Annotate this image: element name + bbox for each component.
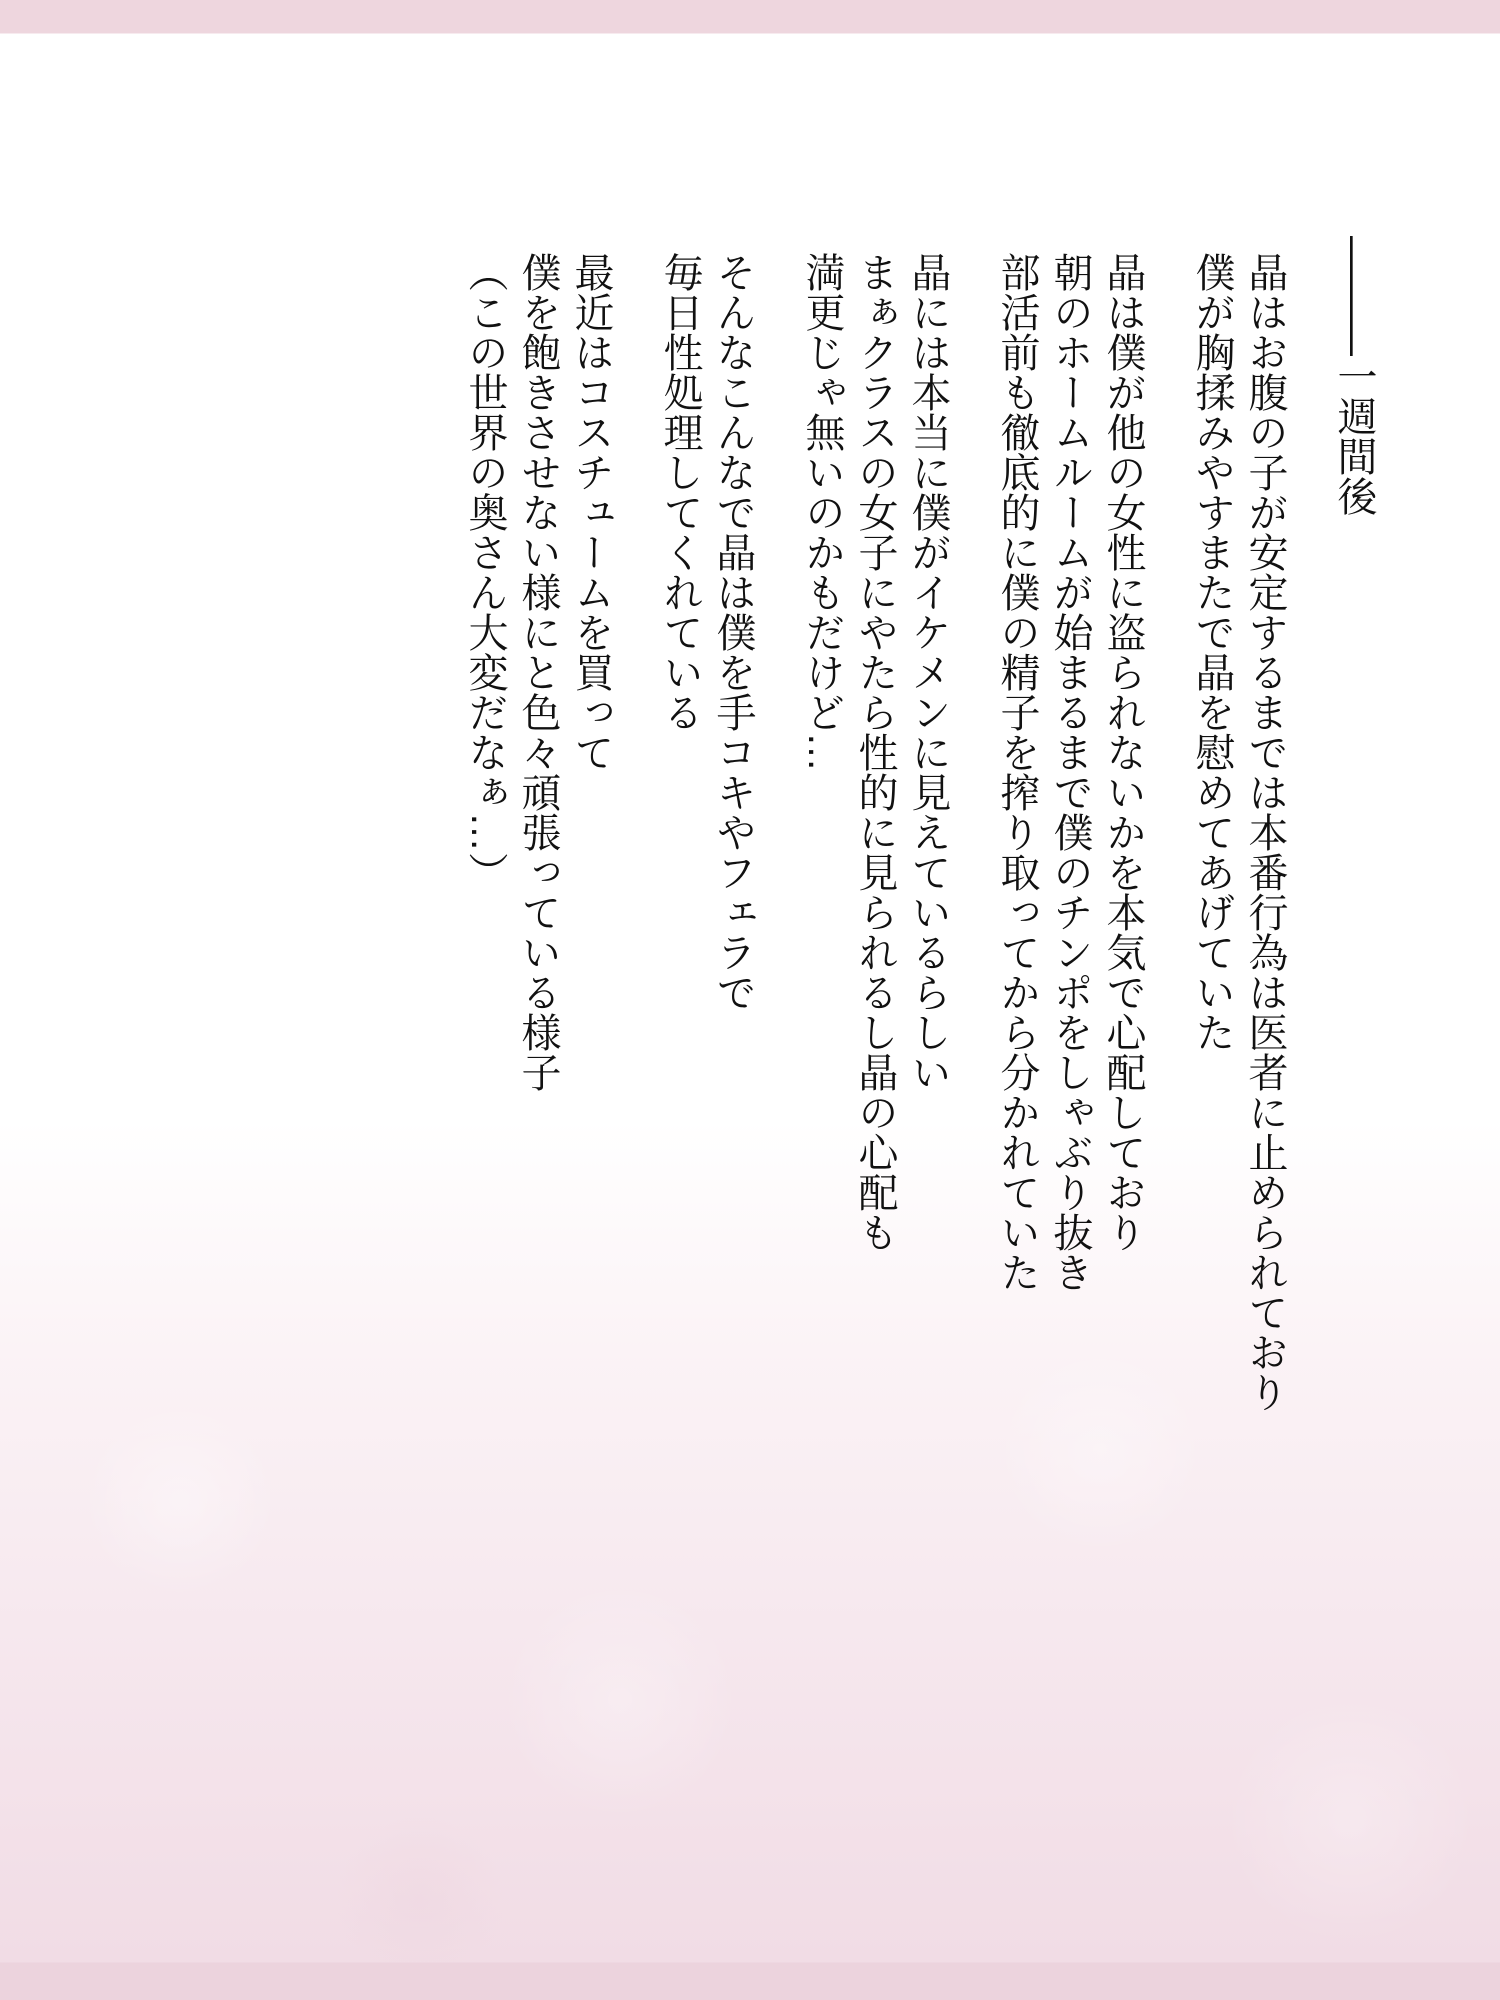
text-line: 最近はコスチュームを買って	[569, 252, 613, 772]
text-line: 毎日性処理してくれている	[658, 252, 702, 732]
text-line: 晶には本当に僕がイケメンに見えているらしい	[906, 252, 950, 1092]
text-line: 部活前も徹底的に僕の精子を搾り取ってから分かれていた	[995, 252, 1039, 1292]
text-line: （この世界の奥さん大変だなぁ…）	[463, 252, 507, 892]
section-divider-line: ―――一週間後	[1332, 236, 1376, 516]
text-line: そんなこんなで晶は僕を手コキやフェラで	[711, 252, 755, 1012]
paragraph	[653, 252, 759, 1532]
text-line: 満更じゃ無いのかもだけど…	[800, 252, 844, 772]
paragraph	[1185, 252, 1291, 1532]
paragraph	[458, 252, 617, 1532]
text-line: 晶は僕が他の女性に盗られないかを本気で心配しており	[1101, 252, 1145, 1252]
text-line: 僕が胸揉みやすまたで晶を慰めてあげていた	[1190, 252, 1234, 1052]
paragraph	[990, 252, 1149, 1532]
text-line: 朝のホームルームが始まるまで僕のチンポをしゃぶり抜き	[1048, 252, 1092, 1292]
text-line: 僕を飽きさせない様にと色々頑張っている様子	[516, 252, 560, 1092]
text-line: 晶はお腹の子が安定するまでは本番行為は医者に止められており	[1243, 252, 1287, 1412]
paragraph	[795, 252, 954, 1532]
section-header	[1327, 236, 1380, 1532]
text-line: まぁクラスの女子にやたら性的に見られるし晶の心配も	[853, 252, 897, 1252]
text-block	[458, 236, 1380, 1532]
